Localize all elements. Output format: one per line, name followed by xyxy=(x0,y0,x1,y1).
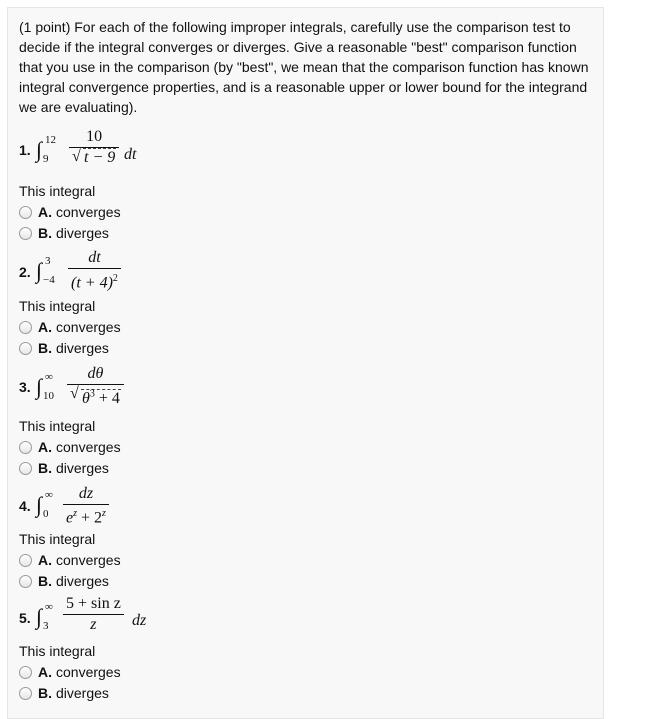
problem-number: 4. xyxy=(19,498,31,514)
option-converges[interactable]: A. converges xyxy=(19,550,121,570)
differential: dt xyxy=(124,146,137,163)
upper-limit: 12 xyxy=(45,134,56,146)
problem-number: 2. xyxy=(19,264,31,280)
problem-1 xyxy=(19,126,599,241)
numerator: 5 + sin z xyxy=(66,595,121,612)
integral-sign: ∫ xyxy=(36,137,43,162)
option-diverges[interactable]: B. diverges xyxy=(19,571,109,591)
lower-limit: 9 xyxy=(43,153,49,165)
upper-limit: ∞ xyxy=(45,489,53,501)
numerator: dθ xyxy=(87,365,104,382)
radio-button[interactable] xyxy=(19,554,32,567)
denominator: √ $\theta^3 + 4$ xyxy=(70,385,120,408)
radio-button[interactable] xyxy=(19,227,32,240)
integral-statement: This integral xyxy=(19,531,96,547)
option-converges[interactable]: A. converges xyxy=(19,662,121,682)
radio-button[interactable] xyxy=(19,575,32,588)
denominator-radicand: t − 9 xyxy=(84,149,116,166)
integral-statement: This integral xyxy=(19,298,96,314)
option-diverges[interactable]: B. diverges xyxy=(19,458,109,478)
integrand-fraction xyxy=(67,365,124,408)
lower-limit: 3 xyxy=(43,620,49,632)
lower-limit: −4 xyxy=(43,274,55,286)
problem-number: 3. xyxy=(19,379,31,395)
problem-panel xyxy=(7,7,604,719)
integral-statement: This integral xyxy=(19,643,96,659)
problem-2 xyxy=(19,243,599,356)
integral-sign: ∫ xyxy=(36,492,43,517)
option-diverges[interactable]: B. diverges xyxy=(19,683,109,703)
radio-button[interactable] xyxy=(19,687,32,700)
numerator: 10 xyxy=(86,128,103,145)
integrand-fraction xyxy=(69,128,119,167)
problem-4 xyxy=(19,482,599,592)
integral-sign: ∫ xyxy=(36,374,43,399)
upper-limit: 3 xyxy=(45,255,51,267)
integral-sign: ∫ xyxy=(36,258,43,283)
option-converges[interactable]: A. converges xyxy=(19,437,121,457)
denominator: $e^z + 2^z$ xyxy=(66,508,106,527)
radio-button[interactable] xyxy=(19,462,32,475)
problem-number: 1. xyxy=(19,142,31,158)
differential: dz xyxy=(132,612,147,629)
radio-button[interactable] xyxy=(19,206,32,219)
lower-limit: 10 xyxy=(43,390,54,402)
integrand-fraction xyxy=(63,485,109,526)
radio-button[interactable] xyxy=(19,321,32,334)
problem-intro: (1 point) For each of the following improper integrals, carefully use the comparison test to decide if the integral converges or diverges. Give a reasonable "best" comparison function that you use in the comparison (by "best", we mean that the comparison function has known integral convergence properties, and is a reasonable upper or lower bound for the integrand we are evaluating). xyxy=(19,19,589,115)
radio-button[interactable] xyxy=(19,666,32,679)
integral-statement: This integral xyxy=(19,418,96,434)
problem-5 xyxy=(19,594,599,704)
lower-limit: 0 xyxy=(43,508,49,520)
radio-button[interactable] xyxy=(19,342,32,355)
problem-3 xyxy=(19,360,599,475)
numerator: dz xyxy=(78,485,94,502)
radio-button[interactable] xyxy=(19,441,32,454)
upper-limit: ∞ xyxy=(45,601,53,613)
option-converges[interactable]: A. converges xyxy=(19,202,121,222)
option-diverges[interactable]: B. diverges xyxy=(19,338,109,358)
integral-sign: ∫ xyxy=(36,604,43,629)
denominator: $(t + 4)^2$ xyxy=(71,273,118,292)
denominator: √ t − 9 xyxy=(72,148,116,166)
upper-limit: ∞ xyxy=(45,371,53,383)
option-diverges[interactable]: B. diverges xyxy=(19,223,109,243)
numerator: dt xyxy=(88,249,101,266)
integral-statement: This integral xyxy=(19,183,96,199)
integrand-fraction xyxy=(63,595,124,634)
integrand-fraction xyxy=(68,249,121,292)
problem-number: 5. xyxy=(19,610,31,626)
option-converges[interactable]: A. converges xyxy=(19,317,121,337)
denominator: z xyxy=(90,616,97,633)
